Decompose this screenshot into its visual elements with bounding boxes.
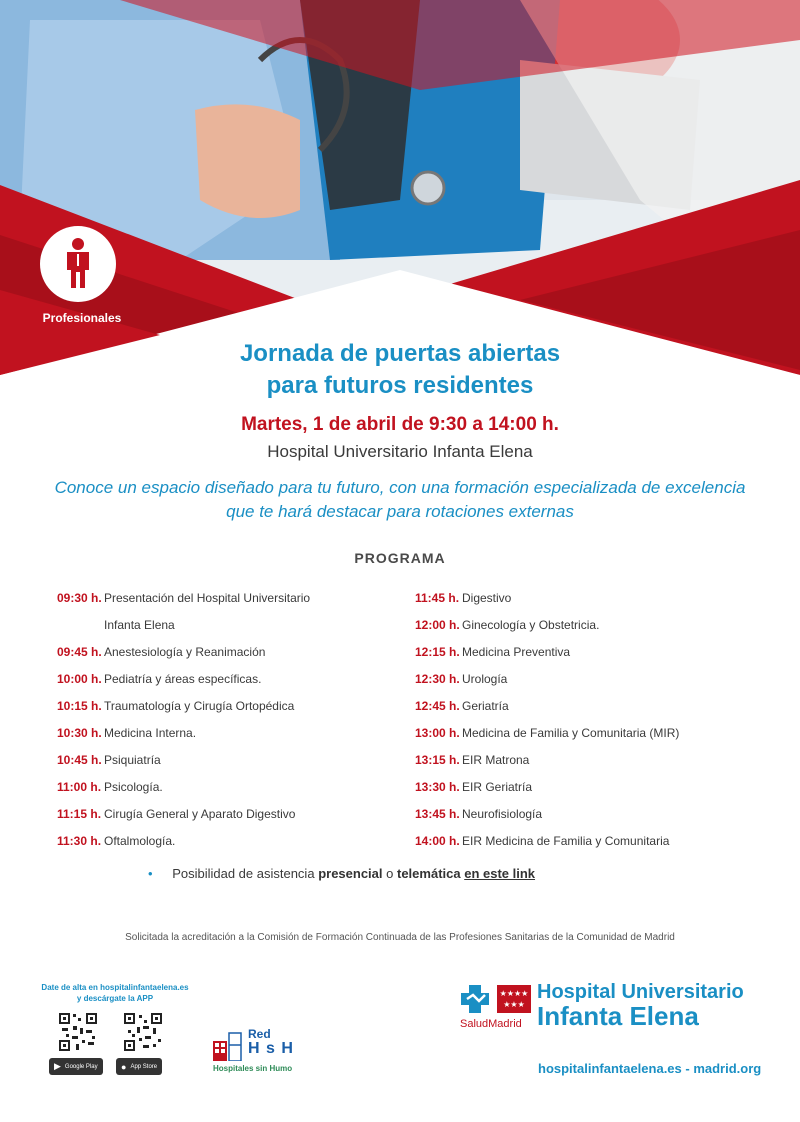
google-play-button[interactable] <box>49 1058 103 1075</box>
programa-time: 10:00 h. <box>57 672 102 686</box>
programa-time: 13:00 h. <box>415 726 460 740</box>
attendance-link[interactable]: en este link <box>464 866 536 881</box>
attendance-prefix: Posibilidad de asistencia <box>172 866 315 881</box>
programa-activity: Psicología. <box>104 780 163 794</box>
programa-item <box>57 747 387 774</box>
programa-activity: Cirugía General y Aparato Digestivo <box>104 807 296 821</box>
profesionales-badge <box>40 226 116 302</box>
programa-activity: Anestesiología y Reanimación <box>104 645 266 659</box>
accreditation-note: Solicitada la acreditación a la Comisión de Formación Continuada de las Profesiones Sanitarias de la Comunidad de Madrid <box>125 932 675 943</box>
programa-item <box>415 612 775 639</box>
programa-activity: Oftalmología. <box>104 834 176 848</box>
hsh-red-label: Red <box>248 1027 271 1041</box>
hsh-subtitle: Hospitales sin Humo <box>213 1064 293 1073</box>
event-date: Martes, 1 de abril de 9:30 a 14:00 h. <box>241 414 559 435</box>
app-store-label: App Store <box>130 1063 158 1070</box>
programa-item <box>415 666 775 693</box>
programa-item <box>57 774 387 801</box>
website-link[interactable]: hospitalinfantaelena.es - madrid.org <box>538 1061 762 1076</box>
programa-activity: Urología <box>462 672 508 686</box>
programa-item <box>415 585 775 612</box>
programa-item <box>57 801 387 828</box>
programa-item <box>415 693 775 720</box>
google-play-label: Google Play <box>64 1063 98 1070</box>
programa-time: 13:30 h. <box>415 780 460 794</box>
programa-activity: Psiquiatría <box>104 753 161 767</box>
programa-item <box>57 693 387 720</box>
person-icon <box>58 238 98 290</box>
programa-time: 14:00 h. <box>415 834 460 848</box>
programa-heading: PROGRAMA <box>354 550 446 566</box>
programa-activity: Pediatría y áreas específicas. <box>104 672 262 686</box>
hsh-name: H s H <box>248 1040 294 1057</box>
programa-activity: Digestivo <box>462 591 512 605</box>
attendance-or: o <box>386 866 394 881</box>
programa-time: 10:15 h. <box>57 699 102 713</box>
programa-time: 11:30 h. <box>57 834 102 848</box>
programa-activity: Medicina de Familia y Comunitaria (MIR) <box>462 726 680 740</box>
programa-item <box>415 720 775 747</box>
programa-item <box>415 801 775 828</box>
programa-item <box>57 639 387 666</box>
programa-time: 13:45 h. <box>415 807 460 821</box>
programa-activity: Ginecología y Obstetricia. <box>462 618 600 632</box>
bullet-icon: • <box>148 866 153 881</box>
programa-item <box>415 774 775 801</box>
salud-madrid-logo-icon <box>459 983 533 1017</box>
salud-madrid-label: SaludMadrid <box>460 1018 522 1030</box>
badge-label: Profesionales <box>42 311 122 325</box>
programa-activity: EIR Matrona <box>462 753 530 767</box>
programa-activity: Traumatología y Cirugía Ortopédica <box>104 699 295 713</box>
programa-time: 12:45 h. <box>415 699 460 713</box>
programa-item <box>57 666 387 693</box>
programa-activity: Medicina Preventiva <box>462 645 571 659</box>
play-icon: ▶ <box>54 1061 61 1071</box>
apple-icon: ● <box>121 1061 127 1072</box>
attendance-note <box>148 866 535 881</box>
programa-item <box>415 639 775 666</box>
programa-activity: Geriatría <box>462 699 509 713</box>
programa-time: 12:30 h. <box>415 672 460 686</box>
programa-time: 10:30 h. <box>57 726 102 740</box>
hospital-logo-line-1: Hospital Universitario <box>537 981 744 1003</box>
programa-time: 11:15 h. <box>57 807 102 821</box>
qr-code-ios[interactable] <box>123 1012 163 1052</box>
programa-item <box>57 585 387 639</box>
programa-activity: Presentación del Hospital Universitario Infanta Elena <box>104 591 311 632</box>
programa-activity: EIR Geriatría <box>462 780 533 794</box>
programa-time: 11:00 h. <box>57 780 102 794</box>
title-line-2: para futuros residentes <box>266 372 534 399</box>
svg-text:★★★★: ★★★★ <box>499 989 529 998</box>
attendance-presencial: presencial <box>318 866 383 881</box>
programa-right-column <box>415 585 775 855</box>
qr-code-android[interactable] <box>58 1012 98 1052</box>
title-line-1: Jornada de puertas abiertas <box>239 340 561 367</box>
app-promo-line-1: Date de alta en hospitalinfantaelena.es <box>41 983 189 992</box>
attendance-telematica: telemática <box>397 866 461 881</box>
programa-time: 09:30 h. <box>57 591 102 605</box>
svg-text:★★★: ★★★ <box>503 1000 525 1009</box>
hospital-logo-line-2: Infanta Elena <box>537 1001 699 1031</box>
programa-activity: Medicina Interna. <box>104 726 197 740</box>
event-venue: Hospital Universitario Infanta Elena <box>267 442 533 461</box>
programa-item <box>57 720 387 747</box>
programa-time: 13:15 h. <box>415 753 460 767</box>
programa-time: 11:45 h. <box>415 591 460 605</box>
programa-item <box>415 828 775 855</box>
programa-left-column <box>57 585 387 855</box>
app-promo <box>30 982 200 1004</box>
tagline: Conoce un espacio diseñado para tu futuro, con una formación especializada de excelencia que te hará destacar para rotaciones externas <box>54 478 746 521</box>
programa-item <box>415 747 775 774</box>
programa-activity: Neurofisiología <box>462 807 543 821</box>
programa-time: 12:15 h. <box>415 645 460 659</box>
programa-activity: EIR Medicina de Familia y Comunitaria <box>462 834 670 848</box>
programa-time: 09:45 h. <box>57 645 102 659</box>
programa-time: 12:00 h. <box>415 618 460 632</box>
hsh-logo-icon <box>213 1031 245 1061</box>
programa-time: 10:45 h. <box>57 753 102 767</box>
programa-item <box>57 828 387 855</box>
app-store-button[interactable] <box>116 1058 162 1075</box>
app-promo-line-2: y descárgate la APP <box>76 994 154 1003</box>
page-title <box>0 338 800 402</box>
